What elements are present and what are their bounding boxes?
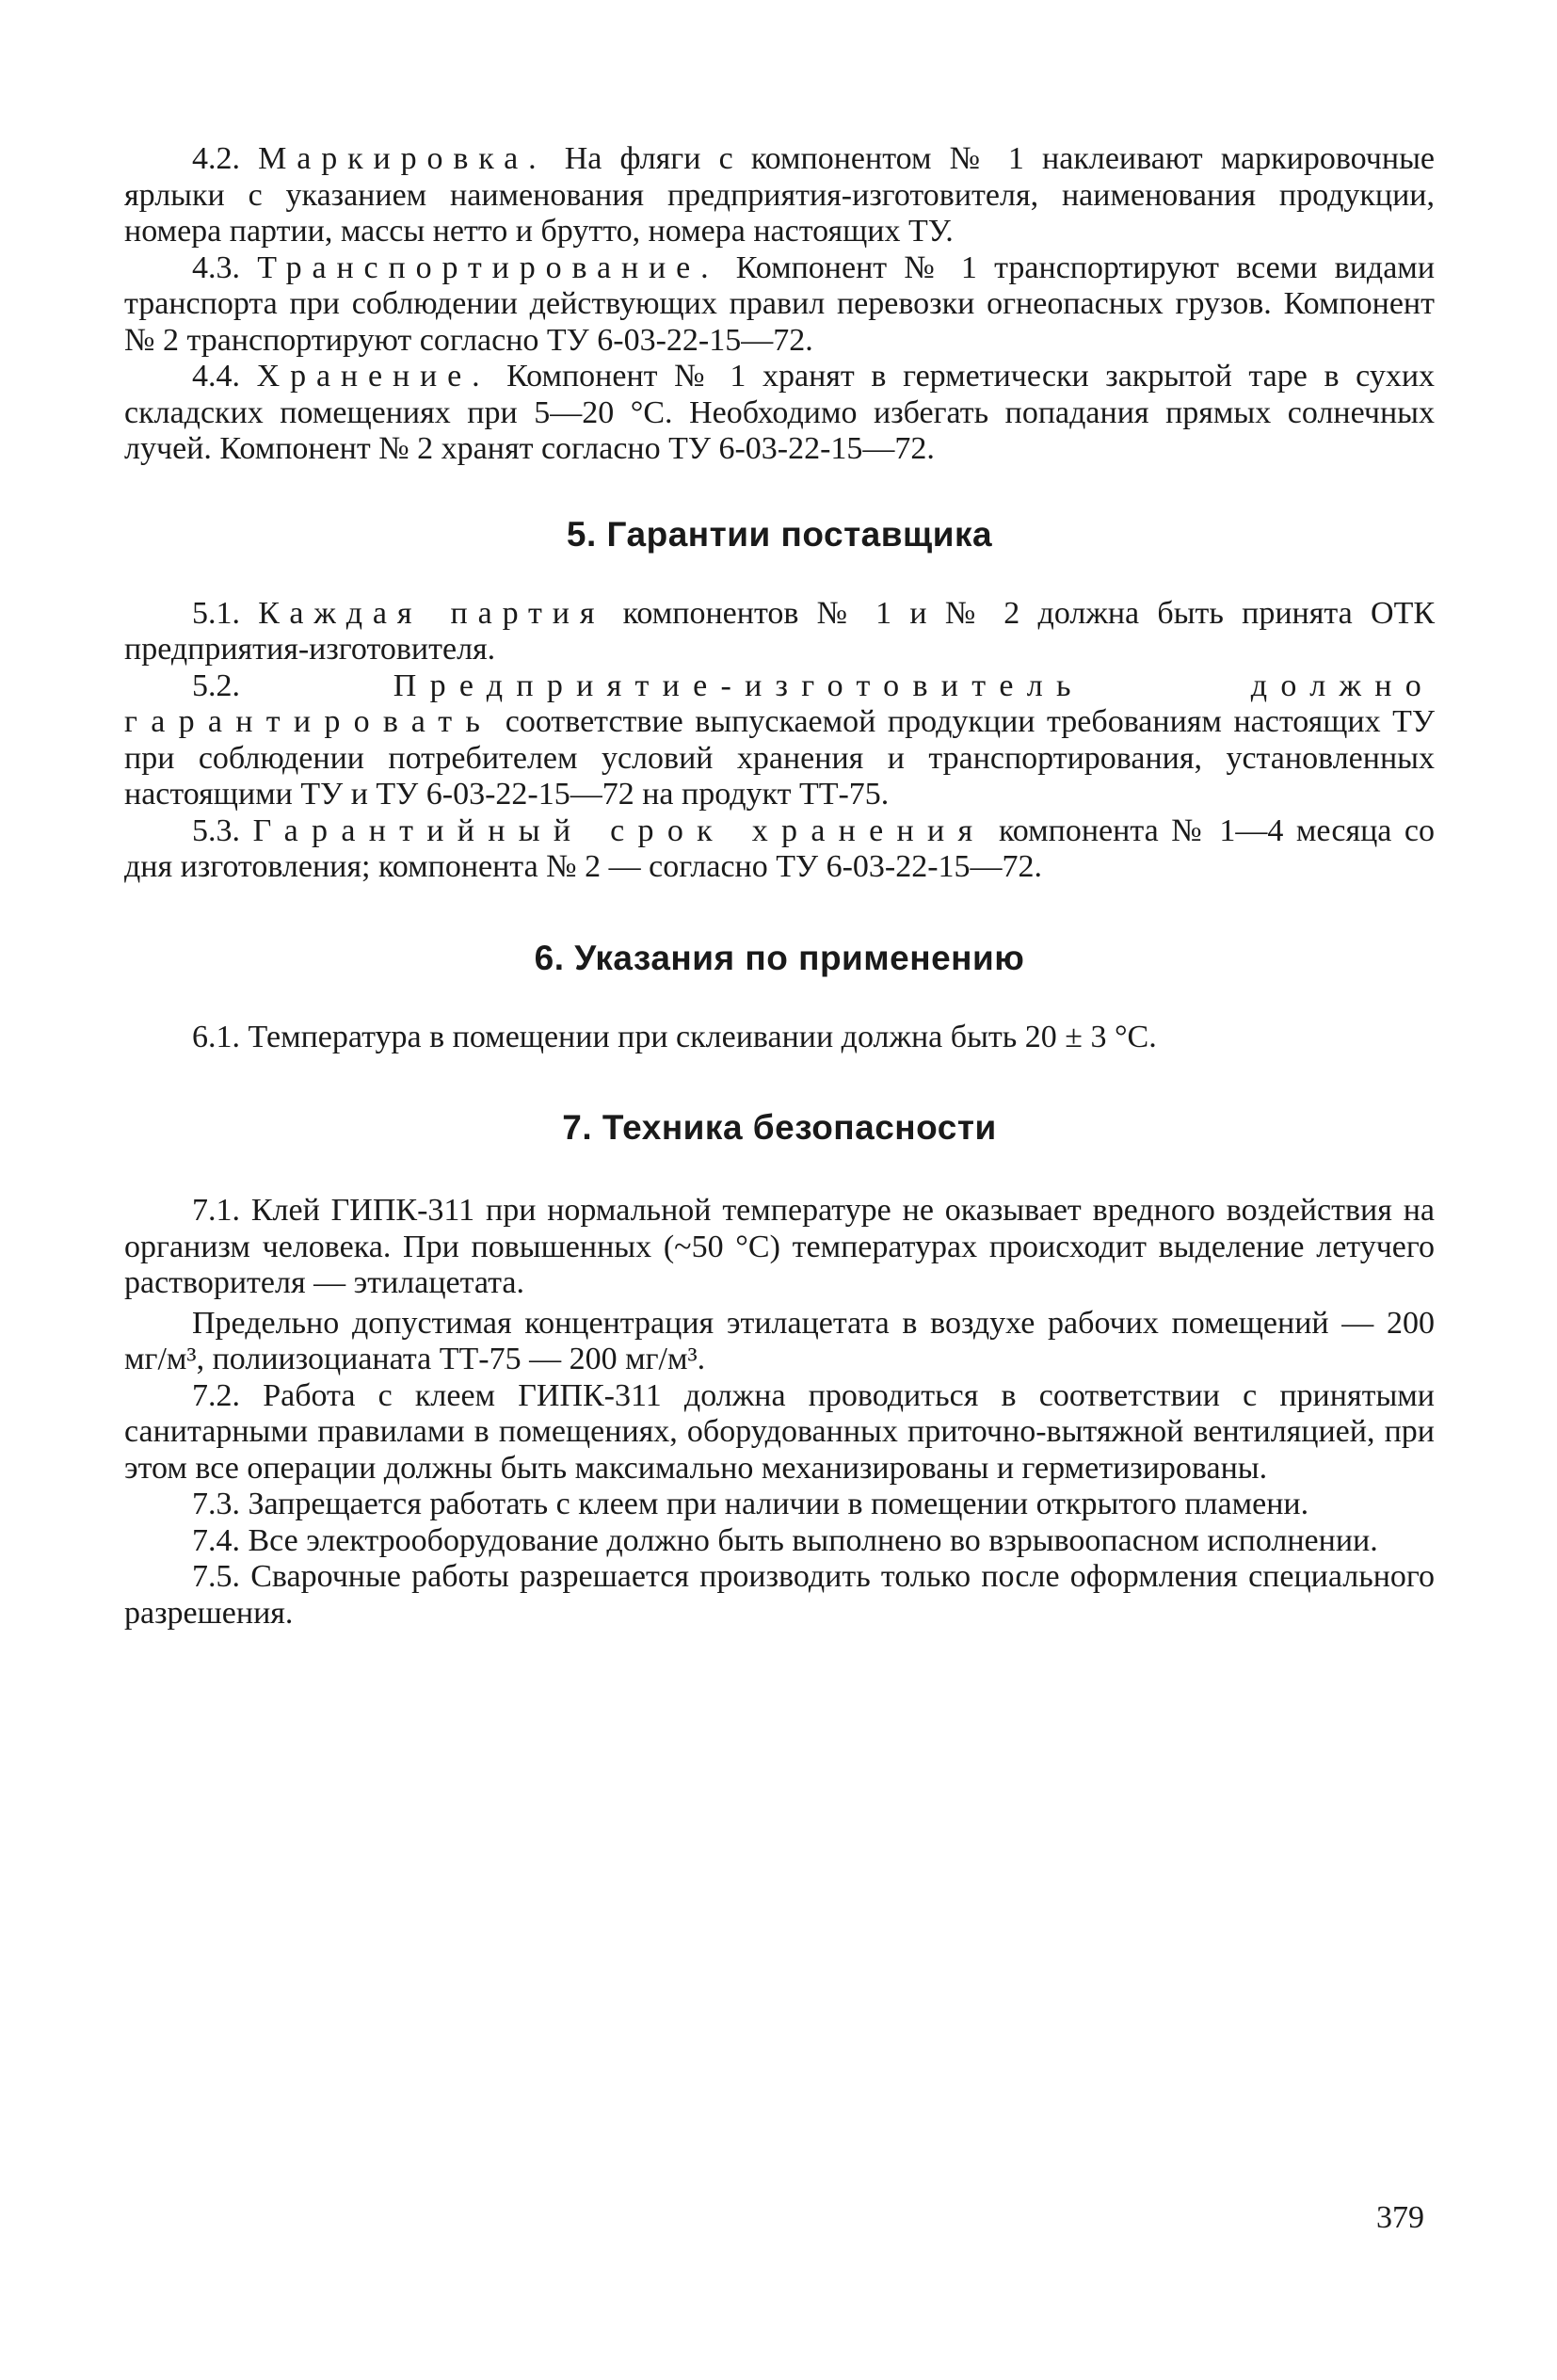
paragraph-4-3: [124, 250, 1435, 360]
clause-text: компонента № 1—4 месяца со дня изготовления; компонента № 2 — согласно ТУ 6-03-22-15—72.: [124, 812, 1436, 884]
paragraph-6-1: 6.1. Температура в помещении при склеивании должна быть 20 ± 3 °С.: [192, 1019, 1157, 1054]
paragraph-5-1: [124, 596, 1435, 668]
clause-text: На фляги с компонентом № 1 наклеивают маркировочные ярлыки с указанием наименования предприятия-изготовителя, наименования продукции, номера партии, массы нетто и брутто, номера настоящих ТУ.: [124, 141, 1436, 249]
paragraph-7-2: 7.2. Работа с клеем ГИПК-311 должна проводиться в соответствии с принятыми санитарными правилами в помещениях, оборудованных приточно-вытяжной вентиляцией, при этом все операции должны быть максимально механизированы и герметизированы.: [124, 1377, 1435, 1486]
paragraph-4-2: [124, 141, 1435, 250]
clause-number: 5.3.: [192, 812, 240, 848]
paragraph-7-3: 7.3. Запрещается работать с клеем при наличии в помещении открытого пламени.: [192, 1487, 1309, 1521]
clause-number: 4.3.: [192, 249, 240, 285]
clause-number: 5.1.: [192, 595, 240, 631]
section-7-heading: 7. Техника безопасности: [562, 1108, 997, 1147]
clause-term: Хранение.: [256, 359, 490, 394]
clause-number: 5.2.: [192, 667, 240, 703]
paragraph-7-4: 7.4. Все электрооборудование должно быть выполнено во взрывоопасном исполнении.: [192, 1522, 1378, 1558]
clause-text: Компонент № 1 транспортируют всеми видами транспорта при соблюдении действующих правил перевозки огнеопасных грузов. Компонент № 2 транспортируют согласно ТУ 6-03-22-15—72.: [124, 249, 1436, 358]
paragraph-7-5: 7.5. Сварочные работы разрешается производить только после оформления специального разрешения.: [124, 1559, 1435, 1631]
page-number: 379: [1376, 2200, 1424, 2235]
clause-term: Транспортирование.: [257, 249, 719, 285]
clause-text: Компонент № 1 хранят в герметически закрытой таре в сухих складских помещениях при 5—20 °С. Необходимо избегать попадания прямых солнечных лучей. Компонент № 2 хранят согласно ТУ 6-03-22-15—72.: [124, 359, 1436, 466]
paragraph-4-4: [124, 359, 1435, 468]
document-page: [124, 141, 1435, 1632]
section-6-heading: 6. Указания по применению: [534, 938, 1025, 977]
clause-term: Каждая партия: [258, 595, 605, 631]
clause-term: Предприятие-изготовитель должно гарантировать: [124, 667, 1435, 739]
clause-text: соответствие выпускаемой продукции требованиям настоящих ТУ при соблюдении потребителем условий хранения и транспортирования, установленных настоящими ТУ и ТУ 6-03-22-15—72 на продукт ТТ-75.: [124, 704, 1435, 812]
paragraph-5-2: [124, 668, 1435, 813]
clause-text: компонентов № 1 и № 2 должна быть принята ОТК предприятия-изготовителя.: [124, 595, 1436, 667]
section-5-heading: 5. Гарантии поставщика: [566, 514, 993, 554]
clause-number: 4.2.: [192, 141, 240, 176]
clause-term: Гарантийный срок хранения: [252, 812, 987, 848]
paragraph-7-1: 7.1. Клей ГИПК-311 при нормальной температуре не оказывает вредного воздействия на организм человека. При повышенных (~50 °С) температурах происходит выделение летучего растворителя — этилацетата.: [124, 1193, 1435, 1300]
paragraph-5-3: [124, 813, 1435, 886]
clause-term: Маркировка.: [258, 141, 547, 176]
clause-number: 4.4.: [192, 359, 240, 394]
paragraph-7-1-continued: Предельно допустимая концентрация этилацетата в воздухе рабочих помещений — 200 мг/м³, полиизоцианата ТТ-75 — 200 мг/м³.: [124, 1305, 1435, 1376]
